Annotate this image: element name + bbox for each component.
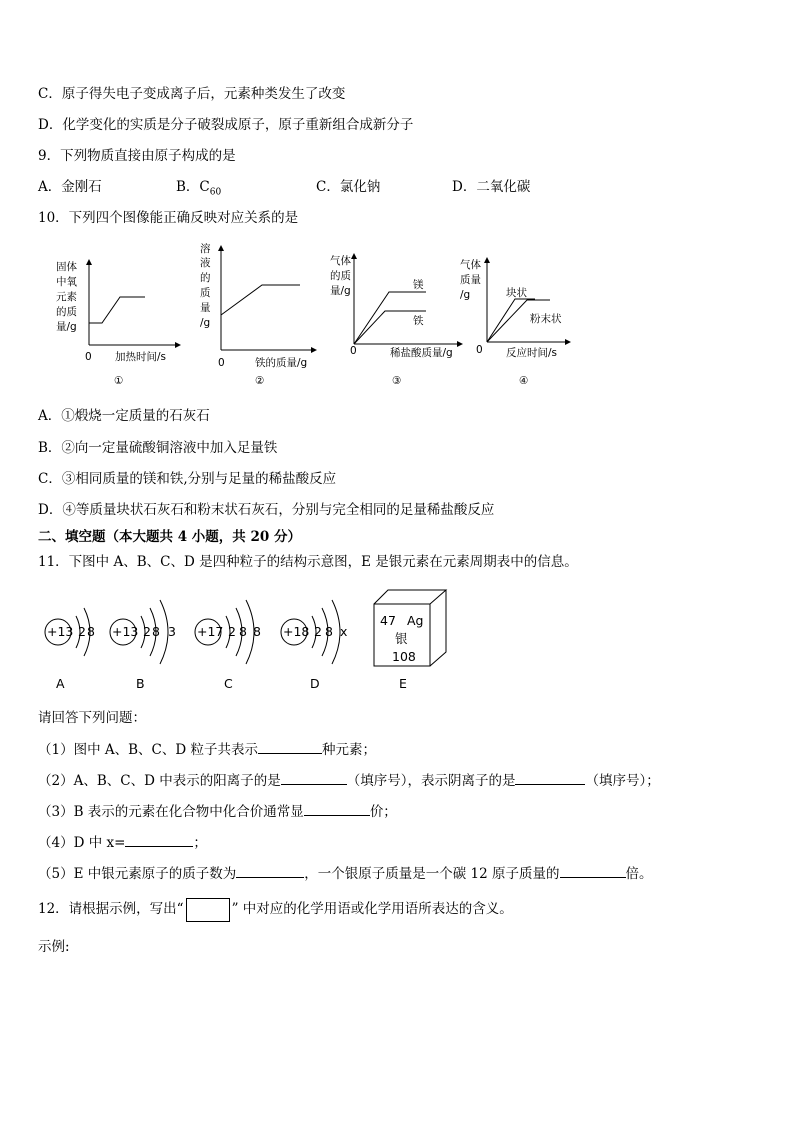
graph-1-origin: 0: [85, 351, 92, 363]
graph-4-curve-lump: [487, 299, 535, 342]
particle-b-shell-count: 2: [143, 624, 151, 639]
particle-a-shell-count: 2: [78, 624, 86, 639]
answer-blank[interactable]: [304, 801, 370, 816]
q11-structure-diagrams: [0, 582, 794, 692]
graph-3-number: ③: [392, 375, 402, 387]
q9-option-a: A．金刚石: [38, 179, 102, 195]
q11-s3-text: 价；: [369, 804, 397, 820]
graph-2-ylabel-line: 液: [200, 257, 211, 269]
graph-4-number: ④: [519, 375, 529, 387]
graph-3-ylabel-line: 量/g: [330, 285, 351, 297]
element-label: E: [399, 676, 407, 691]
q11-prompt: 请回答下列问题：: [38, 710, 146, 726]
particle-a-nucleus-charge: +13: [47, 624, 74, 639]
q11-subquestion-4: [38, 831, 207, 851]
q9-option-d: D．二氧化碳: [452, 179, 531, 195]
q11-s2-text: （填序号），表示阴离子的是: [346, 773, 516, 789]
q9-stem: 9．下列物质直接由原子构成的是: [38, 148, 236, 164]
q11-subquestion-5: [38, 862, 653, 882]
q11-s1-text: 种元素；: [322, 742, 376, 758]
graph-4-ylabel-line: /g: [460, 289, 471, 301]
graph-4: [460, 258, 570, 387]
q8-option-c: C．原子得失电子变成离子后，元素种类发生了改变: [38, 86, 346, 102]
q11-s2-text: （2）A、B、C、D 中表示的阳离子的是: [38, 773, 281, 789]
q8-option-d: D．化学变化的实质是分子破裂成原子，原子重新组合成新分子: [38, 117, 414, 133]
particle-d-shell-count: x: [340, 624, 348, 639]
graph-2: [200, 242, 316, 387]
q11-s4-text: ；: [193, 835, 207, 851]
particle-d-shell-count: 2: [314, 624, 322, 639]
graph-3-ylabel: [330, 254, 351, 297]
q12-stem-text: 12．请根据示例，写出“: [38, 901, 184, 917]
q11-s5-text: 倍。: [625, 866, 653, 882]
graph-2-xlabel: 铁的质量/g: [255, 357, 308, 369]
graph-3-ylabel-line: 的质: [330, 270, 351, 282]
graph-2-ylabel-line: 溶: [200, 243, 211, 255]
answer-blank[interactable]: [515, 770, 585, 785]
graph-1-ylabel-line: 中氧: [56, 276, 77, 288]
particle-d-nucleus-charge: +18: [283, 624, 310, 639]
particle-b-nucleus-charge: +13: [112, 624, 139, 639]
graph-2-ylabel-line: 的: [200, 272, 211, 284]
graph-3-label-mg: 镁: [413, 279, 424, 291]
answer-blank[interactable]: [258, 739, 322, 754]
q11-s1-text: （1）图中 A、B、C、D 粒子共表示: [38, 742, 258, 758]
graph-1-ylabel-line: 的质: [56, 306, 77, 318]
particle-d-label: D: [310, 676, 320, 691]
graph-3: [330, 254, 462, 387]
answer-blank[interactable]: [125, 832, 193, 847]
graph-1-ylabel: [56, 260, 77, 333]
graph-1-xlabel: 加热时间/s: [115, 351, 167, 363]
particle-b-shell-count: 3: [168, 624, 176, 639]
q11-s3-text: （3）B 表示的元素在化合物中化合价通常显: [38, 804, 304, 820]
particle-c-nucleus-charge: +17: [197, 624, 224, 639]
q10-option-b: B．②向一定量硫酸铜溶液中加入足量铁: [38, 440, 278, 456]
q10-graphs: [0, 240, 794, 400]
particle-b-shell-count: 8: [152, 624, 160, 639]
q12-answer-box: [186, 898, 230, 922]
answer-blank[interactable]: [236, 863, 304, 878]
particle-a-label: A: [56, 676, 65, 691]
graph-4-ylabel: [460, 258, 481, 301]
q11-s5-text: ，一个银原子质量是一个碳 12 原子质量的: [304, 866, 560, 882]
graph-1: [56, 260, 180, 387]
element-card-top: [374, 590, 446, 604]
graph-2-ylabel: [200, 242, 211, 329]
q10-option-c: C．③相同质量的镁和铁,分别与足量的稀盐酸反应: [38, 471, 337, 487]
q9-option-c: C．氯化钠: [316, 179, 381, 195]
graph-4-ylabel-line: 质量: [460, 274, 481, 286]
graph-4-ylabel-line: 气体: [460, 259, 481, 271]
answer-blank[interactable]: [281, 770, 347, 785]
q12-stem: [38, 897, 513, 922]
particle-b-shell: [160, 600, 168, 664]
graph-3-origin: 0: [350, 345, 357, 357]
q11-s5-text: （5）E 中银元素原子的质子数为: [38, 866, 237, 882]
particle-c-label: C: [224, 676, 233, 691]
element-atomic-mass: 108: [392, 649, 416, 664]
graph-4-xlabel: 反应时间/s: [506, 347, 558, 359]
graph-1-number: ①: [114, 375, 124, 387]
particle-b-label: B: [136, 676, 145, 691]
q12-stem-text: ” 中对应的化学用语或化学用语所表达的含义。: [231, 901, 513, 917]
graph-4-label-powder: 粉末状: [530, 313, 562, 325]
q11-subquestion-2: [38, 769, 660, 789]
q10-stem: 10．下列四个图像能正确反映对应关系的是: [38, 210, 299, 226]
q9-option-b-text: B．C: [176, 179, 210, 195]
graph-1-ylabel-line: 固体: [56, 261, 77, 273]
q9-option-b: [176, 175, 221, 198]
graph-1-ylabel-line: 元素: [56, 291, 77, 303]
graph-3-ylabel-line: 气体: [330, 255, 351, 267]
q11-s4-text: （4）D 中 x=: [38, 835, 126, 851]
element-atomic-number: 47: [380, 613, 396, 628]
q10-option-a: A．①煅烧一定质量的石灰石: [38, 408, 210, 424]
q11-stem: 11．下图中 A、B、C、D 是四种粒子的结构示意图，E 是银元素在元素周期表中的信息。: [38, 554, 578, 570]
particle-a-shell-count: 8: [87, 624, 95, 639]
graph-2-origin: 0: [218, 357, 225, 369]
q11-subquestion-3: [38, 800, 397, 820]
graph-2-ylabel-line: 量: [200, 302, 211, 314]
graph-2-ylabel-line: 质: [200, 287, 211, 299]
particle-d-shell: [332, 600, 340, 664]
graph-2-number: ②: [255, 375, 265, 387]
section-title: 二、填空题（本大题共 4 小题，共 20 分）: [38, 529, 301, 545]
particle-d-shell-count: 8: [325, 624, 333, 639]
element-symbol: Ag: [407, 613, 424, 628]
graph-1-ylabel-line: 量/g: [56, 321, 77, 333]
graph-1-curve: [89, 297, 145, 323]
element-name: 银: [395, 631, 408, 646]
particle-c-shell-count: 8: [253, 624, 261, 639]
graph-3-label-fe: 铁: [413, 315, 424, 327]
answer-blank[interactable]: [560, 863, 626, 878]
graph-3-xlabel: 稀盐酸质量/g: [390, 347, 453, 359]
graph-4-label-lump: 块状: [506, 287, 527, 299]
particle-c-shell-count: 8: [239, 624, 247, 639]
graph-4-origin: 0: [476, 344, 483, 356]
q10-option-d: D．④等质量块状石灰石和粉末状石灰石，分别与完全相同的足量稀盐酸反应: [38, 502, 495, 518]
q12-example-label: 示例:: [38, 939, 70, 955]
particle-c-shell-count: 2: [228, 624, 236, 639]
graph-2-ylabel-line: /g: [200, 317, 211, 329]
q9-option-b-subscript: 60: [209, 187, 222, 198]
q11-subquestion-1: [38, 738, 376, 758]
graph-2-curve: [221, 285, 300, 315]
q11-s2-text: （填序号）；: [585, 773, 660, 789]
